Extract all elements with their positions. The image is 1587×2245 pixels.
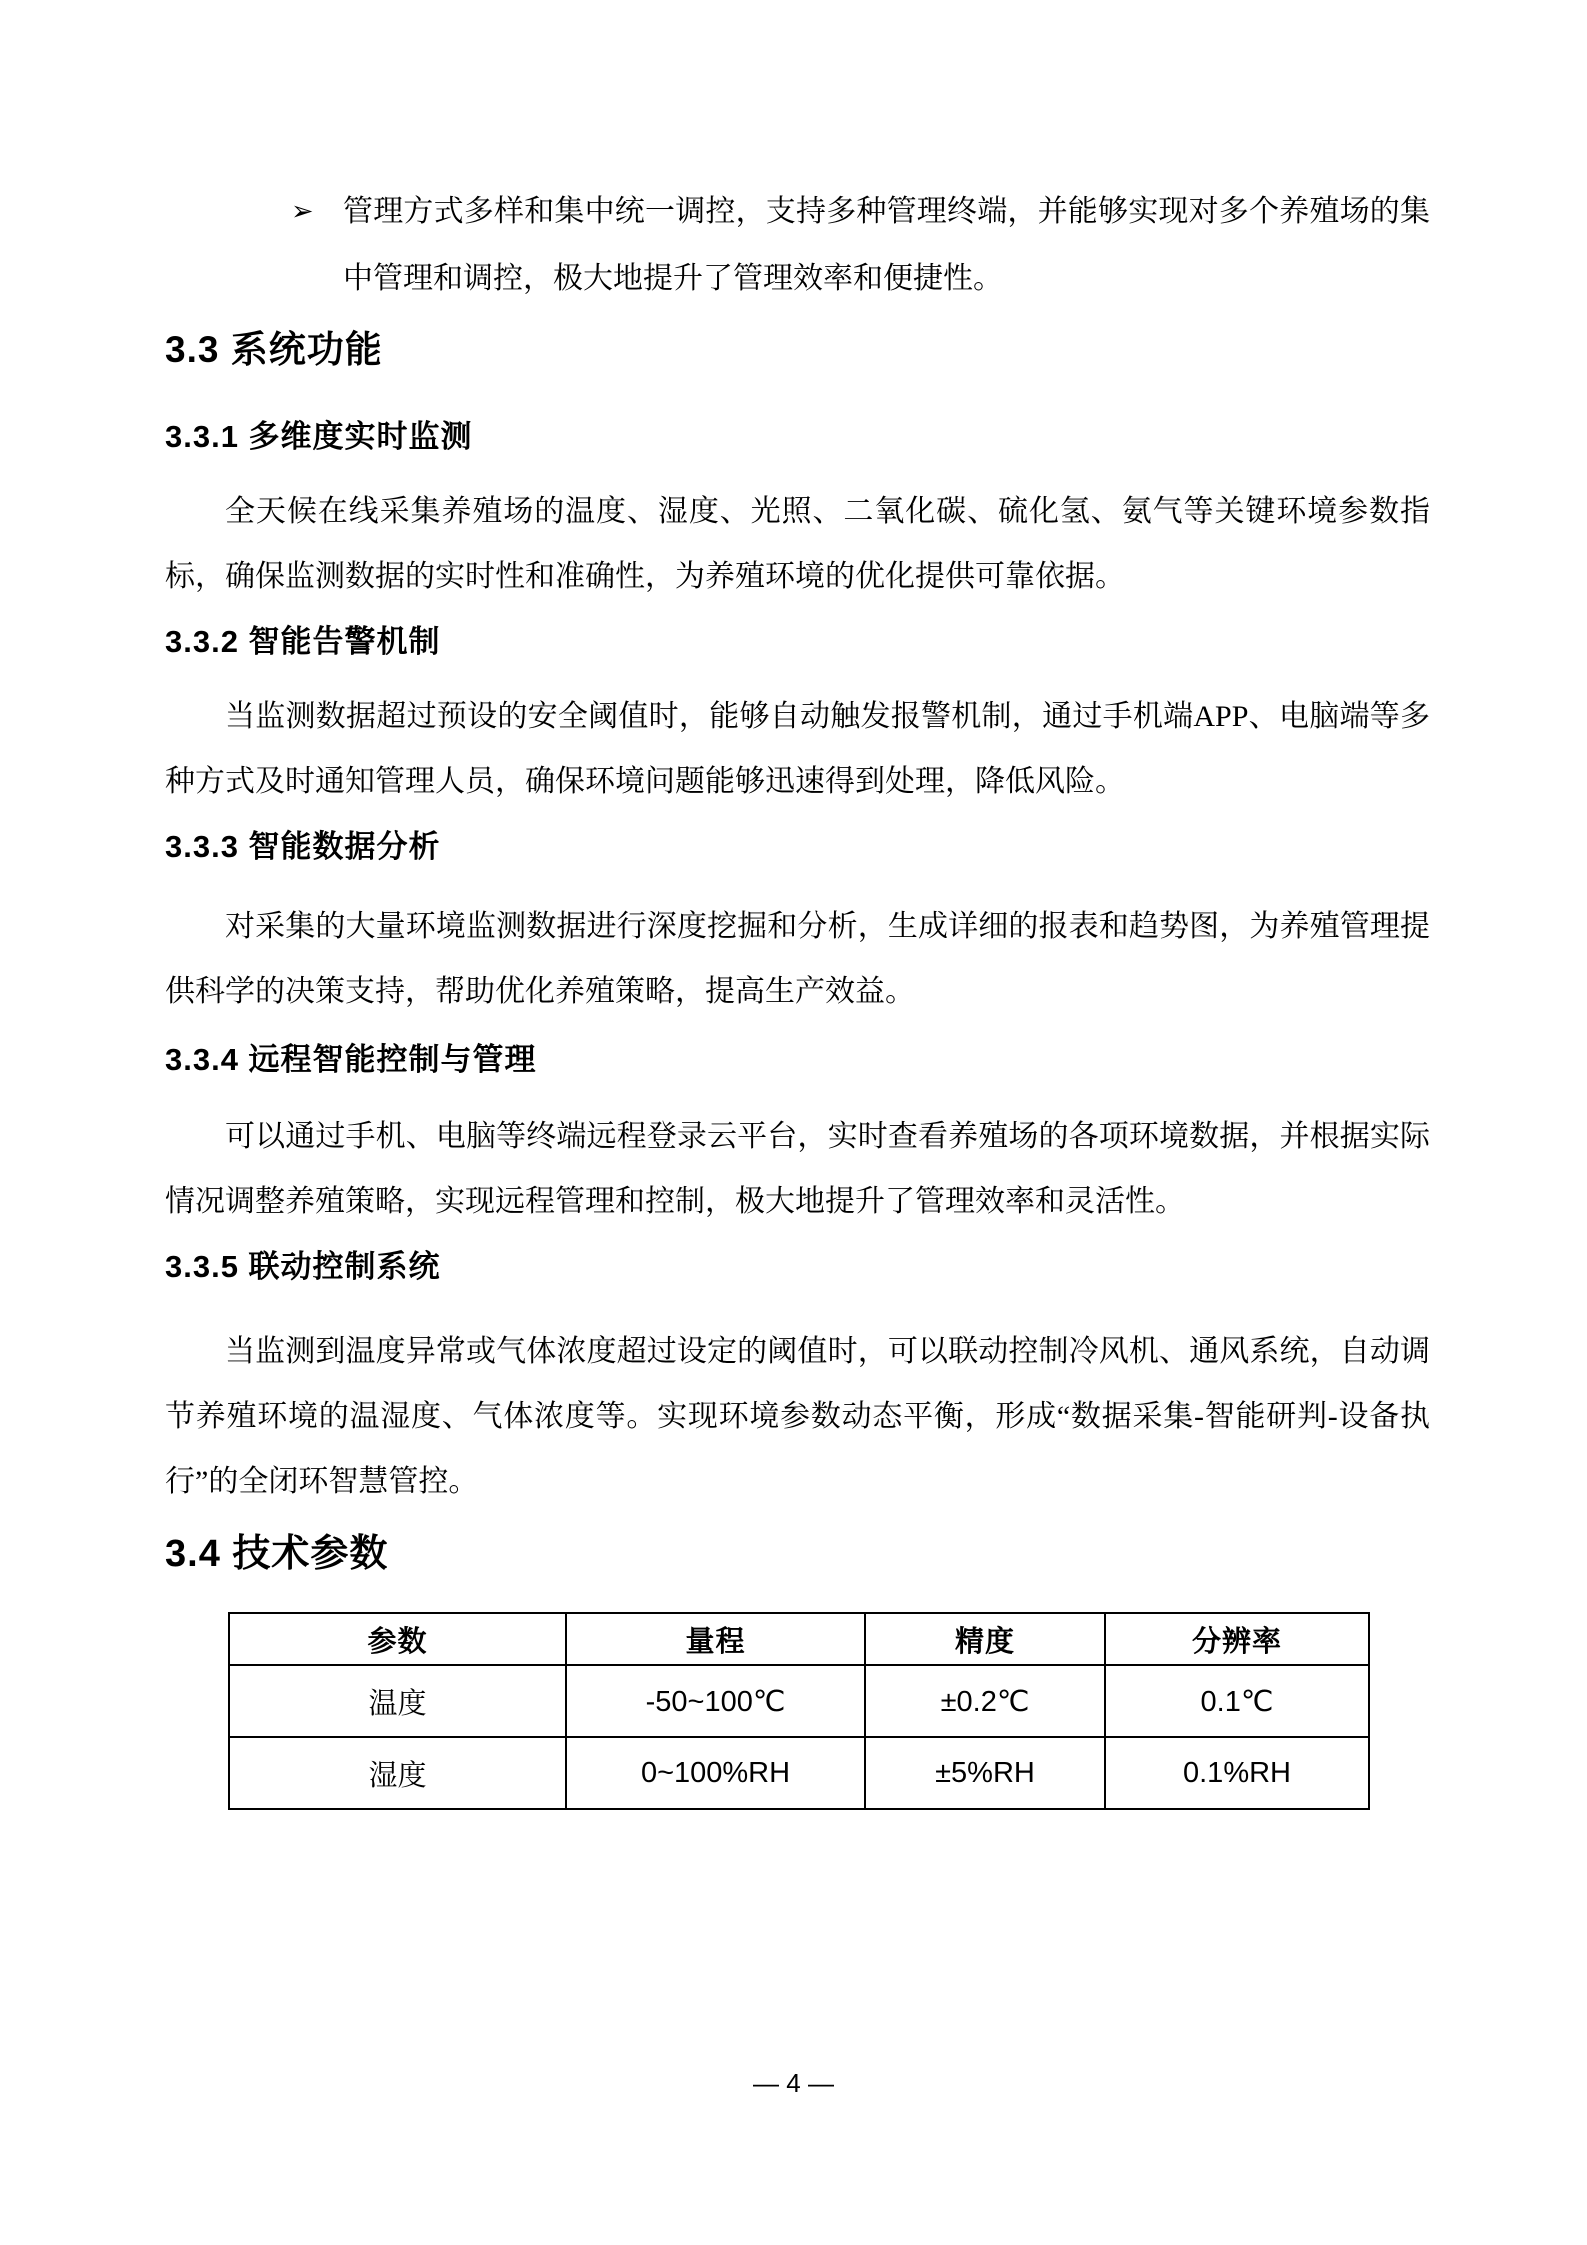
paragraph-3-3-4: 可以通过手机、电脑等终端远程登录云平台，实时查看养殖场的各项环境数据，并根据实际情况调整养殖策略，实现远程管理和控制，极大地提升了管理效率和灵活性。 [165, 1120, 1430, 1218]
bullet-list-item [165, 178, 1430, 312]
table-row-humidity [229, 1737, 1369, 1809]
arrow-bullet-icon: ➢ [291, 196, 314, 227]
heading-3-3-4-remote-control: 3.3.4 远程智能控制与管理 [165, 1042, 537, 1077]
table-header-range: 量程 [566, 1613, 865, 1665]
paragraph-3-3-2: 当监测数据超过预设的安全阈值时，能够自动触发报警机制，通过手机端APP、电脑端等多种方式及时通知管理人员，确保环境问题能够迅速得到处理，降低风险。 [165, 700, 1430, 798]
page-number [0, 2068, 1587, 2099]
cell-temperature-resolution: 0.1℃ [1105, 1665, 1369, 1737]
cell-temperature-range: -50~100℃ [566, 1665, 865, 1737]
heading-3-4-technical-parameters: 3.4 技术参数 [165, 1533, 389, 1575]
table-header-accuracy: 精度 [865, 1613, 1105, 1665]
heading-3-3-2-smart-alert: 3.3.2 智能告警机制 [165, 624, 441, 659]
paragraph-3-3-1: 全天候在线采集养殖场的温度、湿度、光照、二氧化碳、硫化氢、氨气等关键环境参数指标，确保监测数据的实时性和准确性，为养殖环境的优化提供可靠依据。 [165, 495, 1430, 593]
cell-humidity-name: 湿度 [229, 1737, 566, 1809]
technical-parameters-table [228, 1612, 1370, 1810]
cell-humidity-accuracy: ±5%RH [865, 1737, 1105, 1809]
paragraph-3-3-5: 当监测到温度异常或气体浓度超过设定的阈值时，可以联动控制冷风机、通风系统，自动调节养殖环境的温湿度、气体浓度等。实现环境参数动态平衡，形成“数据采集-智能研判-设备执行”的全闭环智慧管控。 [165, 1335, 1430, 1498]
table-header-row [229, 1613, 1369, 1665]
document-content [165, 0, 1430, 1810]
table-header-resolution: 分辨率 [1105, 1613, 1369, 1665]
cell-humidity-range: 0~100%RH [566, 1737, 865, 1809]
paragraph-3-3-3: 对采集的大量环境监测数据进行深度挖掘和分析，生成详细的报表和趋势图，为养殖管理提供科学的决策支持，帮助优化养殖策略，提高生产效益。 [165, 910, 1430, 1008]
cell-temperature-accuracy: ±0.2℃ [865, 1665, 1105, 1737]
table-row-temperature [229, 1665, 1369, 1737]
page-number-label: — 4 — [753, 2068, 834, 2098]
heading-3-3-3-data-analysis: 3.3.3 智能数据分析 [165, 829, 441, 864]
bullet-text: 管理方式多样和集中统一调控，支持多种管理终端，并能够实现对多个养殖场的集中管理和调控，极大地提升了管理效率和便捷性。 [343, 195, 1430, 295]
cell-temperature-name: 温度 [229, 1665, 566, 1737]
table-header-parameter: 参数 [229, 1613, 566, 1665]
heading-3-3-1-realtime-monitoring: 3.3.1 多维度实时监测 [165, 419, 473, 454]
heading-3-3-system-functions: 3.3 系统功能 [165, 329, 383, 370]
cell-humidity-resolution: 0.1%RH [1105, 1737, 1369, 1809]
heading-3-3-5-linkage-control: 3.3.5 联动控制系统 [165, 1249, 441, 1284]
